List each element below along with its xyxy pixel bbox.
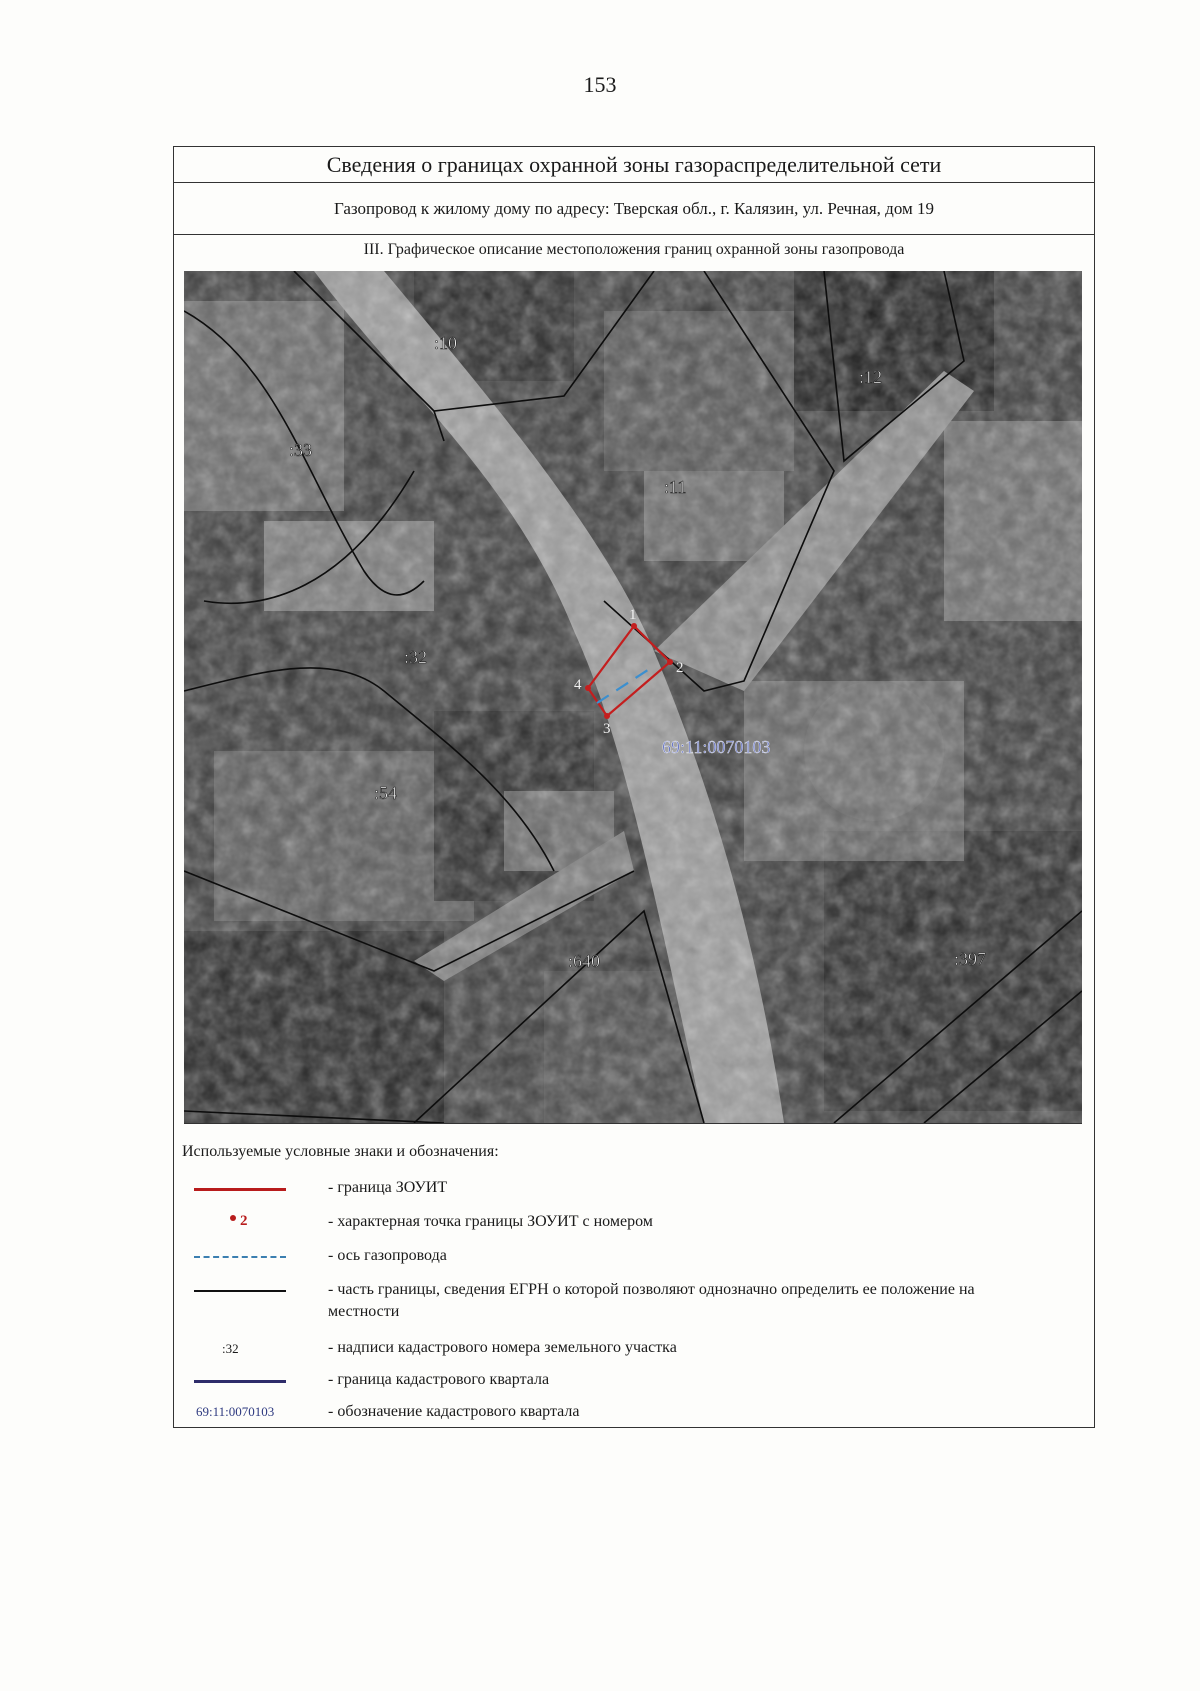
- page-number: 153: [583, 72, 617, 97]
- point-label-1: 1: [629, 607, 637, 623]
- navy-line-symbol: [194, 1380, 286, 1383]
- zone-point-1: [631, 623, 637, 629]
- legend-text: - граница ЗОУИТ: [328, 1179, 448, 1196]
- legend-item-parcel-label: [174, 1337, 1094, 1361]
- dashed-line-symbol: [194, 1256, 286, 1258]
- section-title: III. Графическое описание местоположения границ охранной зоны газопровода: [363, 241, 905, 258]
- quarter-label: 69:11:0070103: [662, 737, 771, 757]
- legend-text: - надписи кадастрового номера земельного участка: [328, 1339, 677, 1356]
- parcel-label-12: :12: [859, 367, 883, 387]
- document-title: Сведения о границах охранной зоны газораспределительной сети: [174, 147, 1094, 183]
- red-point-symbol: 2: [230, 1213, 248, 1230]
- legend-text: - часть границы, сведения ЕГРН о которой позволяют однозначно определить ее положение на местности: [328, 1281, 975, 1320]
- map-svg: [184, 271, 1082, 1123]
- legend-item-quarter-border: [174, 1369, 1094, 1393]
- legend-item-quarter-label: [174, 1401, 1094, 1425]
- parcel-label-symbol: :32: [222, 1341, 239, 1356]
- legend-text: - ось газопровода: [328, 1247, 447, 1264]
- parcel-label-54: :54: [374, 783, 398, 803]
- parcel-label-11: :11: [664, 477, 687, 497]
- legend-text: - обозначение кадастрового квартала: [328, 1403, 580, 1420]
- legend-title: Используемые условные знаки и обозначения:: [182, 1143, 499, 1160]
- parcel-label-640: :640: [568, 951, 601, 971]
- red-line-symbol: [194, 1188, 286, 1191]
- parcel-label-32: :32: [404, 647, 428, 667]
- legend-item-zone-border: [174, 1177, 1094, 1201]
- black-line-symbol: [194, 1290, 286, 1292]
- legend-item-zone-point: [174, 1211, 1094, 1235]
- parcel-label-397: :397: [954, 949, 987, 969]
- legend-text: - граница кадастрового квартала: [328, 1371, 550, 1388]
- legend-item-gas-axis: [174, 1245, 1094, 1269]
- zone-point-4: [585, 685, 591, 691]
- parcel-label-33: :33: [289, 440, 313, 460]
- legend-item-egrn-border: [174, 1279, 1094, 1325]
- document-subtitle: Газопровод к жилому дому по адресу: Тверская обл., г. Калязин, ул. Речная, дом 19: [174, 183, 1094, 235]
- quarter-label-symbol: 69:11:0070103: [196, 1404, 275, 1419]
- point-dot-icon: [230, 1215, 236, 1221]
- point-label-3: 3: [603, 721, 611, 737]
- map-texture: [184, 271, 1082, 1123]
- zone-point-2: [667, 659, 673, 665]
- aerial-map: [184, 271, 1082, 1124]
- legend-text: - характерная точка границы ЗОУИТ с номером: [328, 1213, 653, 1230]
- point-label-4: 4: [574, 677, 582, 693]
- point-label-2: 2: [676, 660, 684, 676]
- zone-point-3: [604, 713, 610, 719]
- document-frame: [173, 146, 1095, 1428]
- parcel-label-10: :10: [434, 333, 458, 353]
